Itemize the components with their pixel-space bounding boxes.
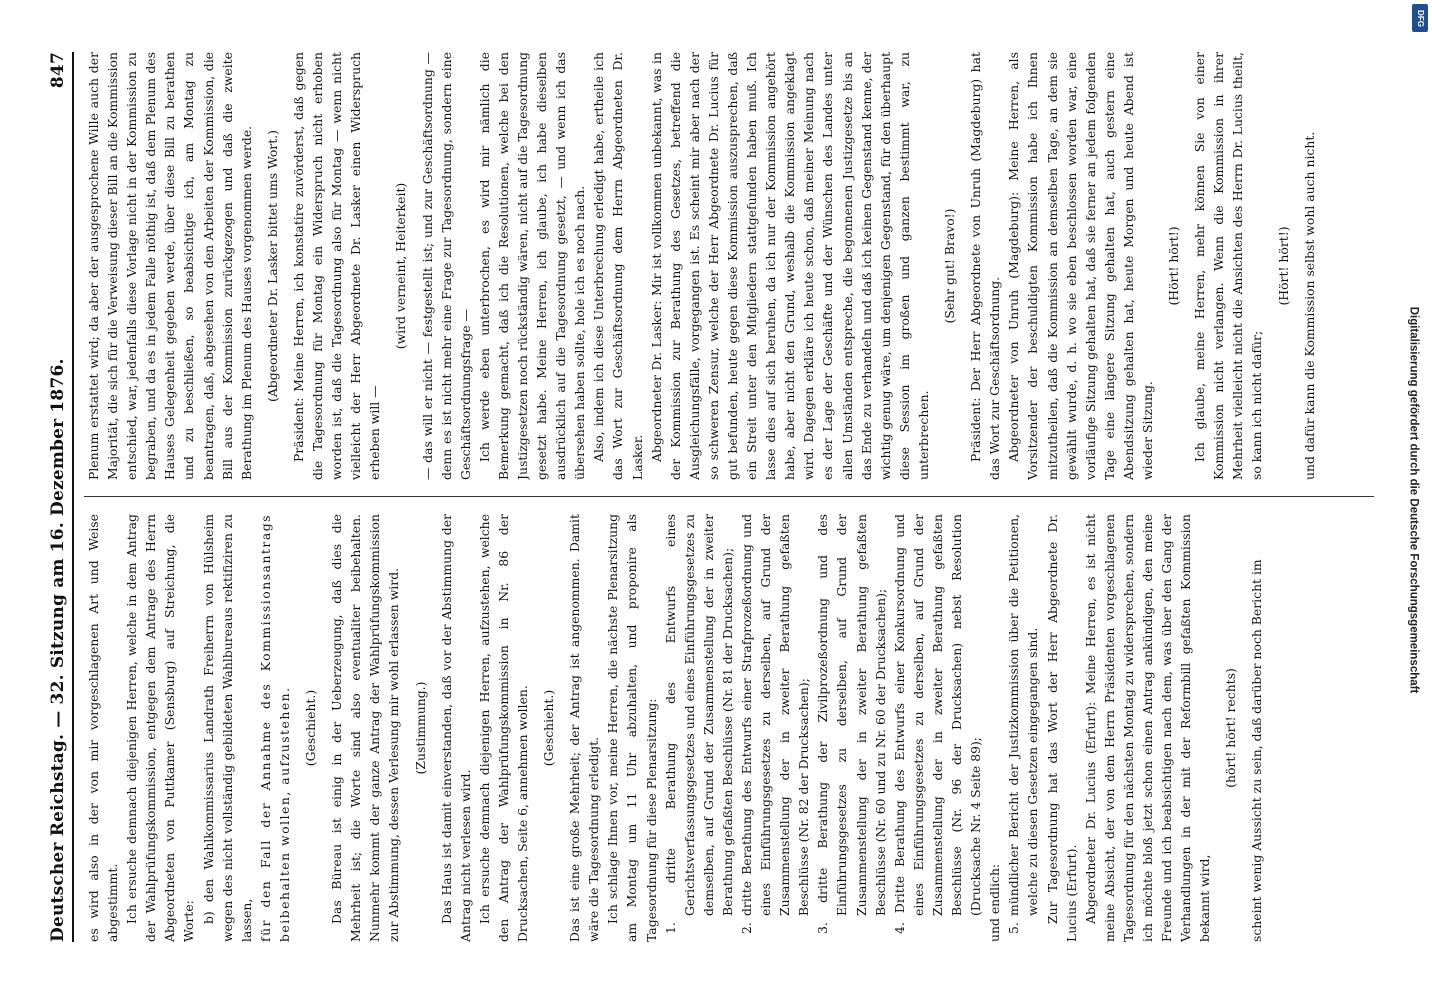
remark: (Sehr gut! Bravo!) [942,208,958,324]
paragraph: Das Haus ist damit einverstanden, daß vor der Abstimmung der Antrag nicht verlesen wird. [438,514,473,942]
paragraph: und endlich: [987,863,1003,942]
agenda-item: 2. dritte Berathung des Entwurfs einer Strafprozeßordnung und eines Einführungsgesetzes zu derselben, auf Grund der Zusammenstellung der in zweiter Berathung gefaßten Beschlüsse (Nr. 82 der Drucksachen); [739,514,812,934]
badge-text: DFG [1415,9,1425,27]
remark: (hört! hört! rechts) [1223,668,1239,788]
paragraph: Zur Tagesordnung hat das Wort der Herr Abgeordnete Dr. Lucius (Erfurt). [1044,514,1079,942]
remark: (Geschieht.) [541,689,557,767]
header-rule [72,52,74,942]
left-column [84,514,1374,942]
paragraph: Ich werde eben unterbrochen, es wird mir nämlich die Bemerkung gemacht, daß ich die Resolutionen, welche bei den Justizgesetzen noch rückständig wären, nicht auf die Tagesordnung gesetzt habe. Meine Herren, ich glaube, ich habe dieselben ausdrücklich auf die Tagesordnung gesetzt, — und wenn ich das übersehen haben sollte, hole ich es noch nach. [476,52,588,480]
right-column [84,52,1374,480]
paragraph: Abgeordneter Dr. Lucius (Erfurt): Meine Herren, es ist nicht meine Absicht, der von dem Herrn Präsidenten vorgeschlagenen Tagesordnung für den nächsten Montag zu widersprechen, sondern ich möchte bloß jetzt schon einen Antrag ankündigen, den meine Freunde und ich beabsichtigen nach dem, was über den Gang der Verhandlungen in der mit der Reformbill gefaßten Kommission bekannt wird, [1082,514,1213,942]
remark: (Hört! hört!) [1166,226,1182,306]
page-header [40,52,68,942]
paragraph: Präsident: Meine Herren, ich konstatire zuvörderst, daß gegen die Tagesordnung für Montag ein Widerspruch nicht erhoben worden ist, daß die Tagesordnung also für Montag — wenn nicht vielleicht der Herr Abgeordnete Dr. Lasker einen Widerspruch erheben will — [290,52,383,480]
column-divider [84,496,1374,497]
paragraph: — das will er nicht — festgestellt ist; und zur Geschäftsordnung — denn es ist nicht mehr eine Frage zur Tagesordnung, sondern eine Geschäftsordnungsfrage — [419,52,473,480]
page-number: 847 [48,52,68,89]
paragraph: Abgeordneter von Unruh (Magdeburg): Meine Herren, als Vorsitzender der beschuldigten Kommission habe ich Ihnen mitzutheilen, daß die Kommission an demselben Tage, an dem sie gewählt wurde, d. h. wo sie eben beschlossen worden war, eine vorläufige Sitzung gehalten hat, daß sie ferner an jedem folgenden Tage eine längere Sitzung gehalten hat, auch gestern eine Abendsitzung gehalten hat, heute Morgen und heute Abend ist wieder Sitzung. [1006,52,1155,480]
paragraph: Abgeordneter Dr. Lasker: Mir ist vollkommen unbekannt, was in der Kommission zur Berathung des Gesetzes, betreffend die Ausgleichungsfälle, vorgegangen ist. Es scheint mir aber nach der so schweren Zensur, welche der Herr Abgeordnete Dr. Lucius für gut befunden, heute gegen diese Kommission auszusprechen, daß ein Streit unter den Mitgliedern stattgefunden haben muß. Ich lasse dies auf sich beruhen, da ich nur der Kommission angehört habe, aber nicht den Grund, weshalb die Kommission angeklagt wird. Dagegen erkläre ich heute schon, daß meiner Meinung nach es der Lage der Geschäfte und der Wünschen des Landes unter allen Umständen entspreche, die begonnenen Justizgesetze bis an das Ende zu verhandeln und daß ich keinen Gegenstand kenne, der wichtig genug wäre, um denjenigen Gegenstand, für den überhaupt diese Session im großen und ganzen bestimmt war, zu unterbrechen. [648,52,931,480]
remark: (Geschieht.) [303,689,319,767]
paragraph: Das Büreau ist einig in der Ueberzeugung, daß dies die Mehrheit ist; die Worte sind also eventualiter beibehalten. Nunmehr kommt der ganze Antrag der Wahlprüfungskommission zur Abstimmung, dessen Verlesung mir wohl erlassen wird. [329,514,402,942]
dfg-logo-icon [1412,4,1428,32]
paragraph: Plenum erstattet wird; da aber der ausgesprochene Wille auch der Majorität, die sich für die Verweisung dieser Bill an die Kommission entschied, war, jedenfalls diese Vorlage nicht in der Kommission zu begraben, und da es in jedem Falle nöthig ist, daß dem Plenum des Hauses Gelegenheit gegeben werde, über diese Bill zu berathen und zu beschließen, so beabsichtige ich, am Montag zu beantragen, daß, abgesehen von den Arbeiten der Kommission, die Bill aus der Kommission zurückgezogen und daß die zweite Berathung im Plenum des Hauses vorgenommen werde. [86,52,254,480]
paragraph: für den Fall der Annahme des Kommissionsantrags beibehalten wollen, aufzustehen. [257,514,292,942]
remark: (wird verneint, Heiterkeit) [393,182,409,350]
paragraph: Das ist eine große Mehrheit; der Antrag ist angenommen. Damit wäre die Tagesordnung erledigt. [567,514,602,942]
paragraph: scheint wenig Aussicht zu sein, daß darüber noch Bericht im [1249,559,1265,942]
paragraph: Ich ersuche demnach diejenigen Herren, welche in dem Antrag der Wahlprüfungskommission, entgegen dem Antrage des Herrn Abgeordneten von Puttkamer (Sensburg) auf Streichung, die Worte: [124,514,197,942]
remark: (Abgeordneter Dr. Lasker bittet ums Wort.) [264,130,280,402]
header-title: Deutscher Reichstag. — 32. Sitzung am 16. Dezember 1876. [48,358,68,942]
agenda-item: 3. dritte Berathung der Zivilprozeßordnung und des Einführungsgesetzes zu derselben, auf Grund der Zusammenstellung der in zweiter Berathung gefaßten Beschlüsse (Nr. 60 und zu Nr. 60 der Drucksachen); [815,514,888,934]
paragraph: es wird also in der von mir vorgeschlagenen Art und Weise abgestimmt. [86,514,121,942]
paragraph: Präsident: Der Herr Abgeordnete von Unruh (Magdeburg) hat das Wort zur Geschäftsordnung. [968,52,1003,480]
paragraph: und dafür kann die Kommission selbst wohl auch nicht. [1301,131,1317,480]
paragraph: Ich ersuche demnach diejenigen Herren, aufzustehen, welche den Antrag der Wahlprüfungskommission in Nr. 86 der Drucksachen, Seite 6, annehmen wollen. [476,514,530,942]
digitization-credit [1398,0,1428,1000]
quoted-text: b) den Wahlkommissarius Landrath Freiherrn von Hülsheim wegen des nicht vollständig gebildeten Wahlbureaus rektifiziren zu lassen, [200,514,254,942]
agenda-item: 5. mündlicher Bericht der Justizkommission über die Petitionen, welche zu diesen Gesetzen eingegangen sind. [1006,514,1041,934]
agenda-item: 1. dritte Berathung des Entwurfs eines Gerichtsverfassungsgesetzes und eines Einführungsgesetzes zu demselben, auf Grund der Zusammenstellung der in zweiter Berathung gefaßten Beschlüsse (Nr. 81 der Drucksachen); [662,514,735,934]
remark: (Zustimmung.) [412,681,428,775]
paragraph: Ich schlage Ihnen vor, meine Herren, die nächste Plenarsitzung am Montag um 11 Uhr abzuhalten, und proponire als Tagesordnung für diese Plenarsitzung: [605,514,659,942]
credit-text: Digitalisierung gefördert durch die Deutsche Forschungsgemeinschaft [1407,306,1419,694]
paragraph: Also, indem ich diese Unterbrechung erledigt habe, ertheile ich das Wort zur Geschäftsordnung dem Herrn Abgeordneten Dr. Lasker. [591,52,645,480]
paragraph: Ich glaube, meine Herren, mehr können Sie von einer Kommission nicht verlangen. Wenn die Kommission in ihrer Mehrheit vielleicht nicht die Ansichten des Herrn Dr. Lucius theilt, so kann ich nicht dafür; [1192,52,1265,480]
remark: (Hört! hört!) [1275,226,1291,306]
agenda-item: 4. Dritte Berathung des Entwurfs einer Konkursordnung und eines Einführungsgesetzes zu derselben, auf Grund der Zusammenstellung der in zweiter Berathung gefaßten Beschlüsse (Nr. 96 der Drucksachen) nebst Resolution (Drucksache Nr. 4 Seite 89); [891,514,984,934]
